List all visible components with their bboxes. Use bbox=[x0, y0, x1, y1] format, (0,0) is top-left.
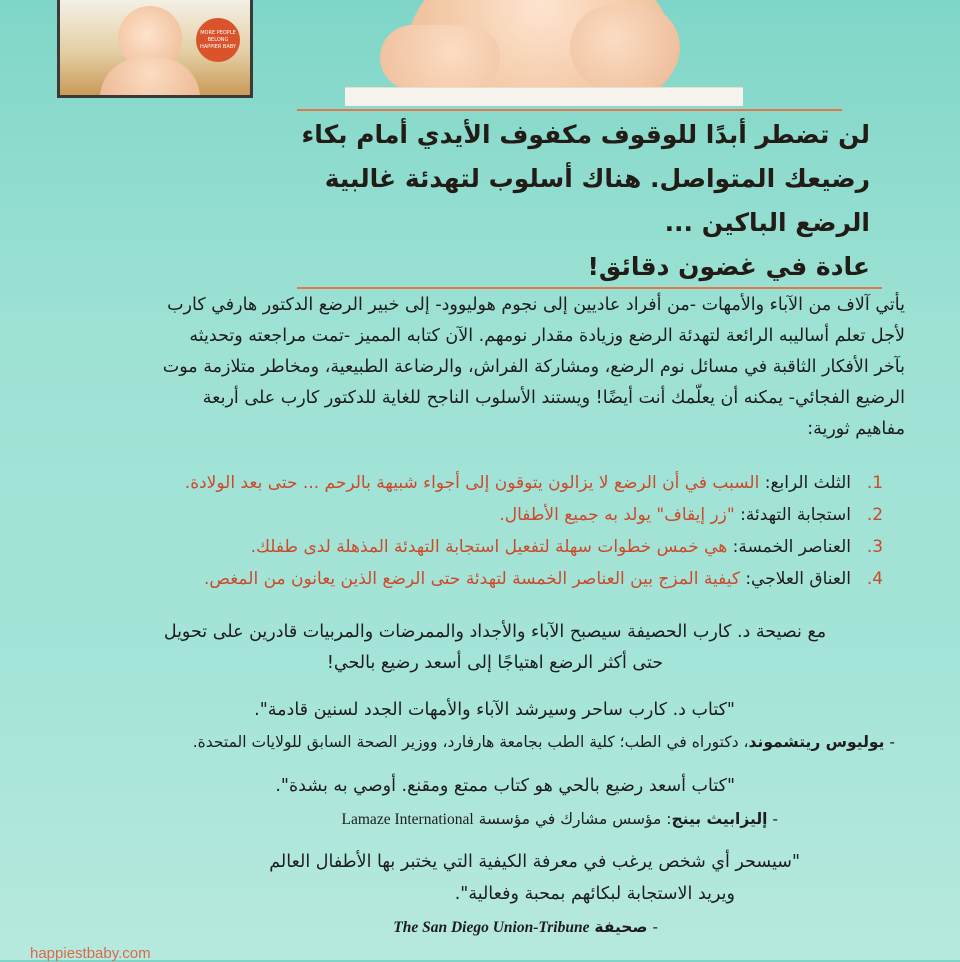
headline-top-rule bbox=[297, 109, 842, 111]
review-attribution bbox=[393, 918, 658, 937]
headline bbox=[240, 113, 870, 289]
headline-line: لن تضطر أبدًا للوقوف مكفوف الأيدي أمام بكاء bbox=[301, 120, 870, 149]
concept-text: السبب في أن الرضع لا يزالون يتوقون إلى أجواء شبيهة بالرحم ... حتى بعد الولادة. bbox=[184, 473, 765, 493]
baby-body-image bbox=[100, 58, 200, 98]
review-author: إليزابيث بينج bbox=[671, 810, 768, 828]
list-item bbox=[48, 537, 884, 569]
baby-right-arm bbox=[570, 5, 680, 90]
closing-line: مع نصيحة د. كارب الحصيفة سيصبح الآباء والأجداد والممرضات والمربيات قادرين على تحويل bbox=[163, 622, 827, 642]
concept-text: "زر إيقاف" يولد به جميع الأطفال. bbox=[499, 505, 741, 525]
concept-label: استجابة التهدئة: bbox=[740, 505, 851, 525]
book-cover-thumbnail bbox=[57, 0, 253, 98]
headline-line: عادة في غضون دقائق! bbox=[587, 252, 870, 281]
list-number: 2. bbox=[866, 505, 884, 525]
closing-line: حتى أكثر الرضع اهتياجًا إلى أسعد رضيع بالحي! bbox=[326, 653, 664, 673]
review-source-prefix: صحيفة bbox=[594, 918, 648, 936]
intro-line: يأتي آلاف من الآباء والأمهات -من أفراد عاديين إلى نجوم هوليوود- إلى خبير الرضع الدكتور هارفي كارب bbox=[167, 295, 905, 315]
baby-photo bbox=[345, 0, 743, 106]
list-number: 3. bbox=[866, 537, 884, 557]
review-credit: ، دكتوراه في الطب؛ كلية الطب بجامعة هارفارد، ووزير الصحة السابق للولايات المتحدة. bbox=[192, 733, 749, 751]
review-quote: "كتاب د. كارب ساحر وسيرشد الآباء والأمهات الجدد لسنين قادمة". bbox=[254, 700, 735, 720]
list-number: 1. bbox=[866, 473, 884, 493]
review-quote: "سيسحر أي شخص يرغب في معرفة الكيفية التي يختبر بها الأطفال العالم bbox=[269, 852, 800, 872]
baby-left-arm bbox=[380, 25, 500, 90]
list-item bbox=[48, 505, 884, 537]
list-item bbox=[48, 473, 884, 505]
review-credit: : مؤسس مشارك في مؤسسة bbox=[478, 810, 672, 828]
intro-paragraph bbox=[60, 290, 905, 445]
review-author: يوليوس ريتشموند bbox=[748, 733, 885, 751]
intro-line: لأجل تعلم أساليبه الرائعة لتهدئة الرضع وزيادة مقدار نومهم. الآن كتابه المميز -تمت مراجعته وتحديثه bbox=[189, 326, 905, 346]
list-number: 4. bbox=[866, 569, 884, 589]
headline-line: رضيعك المتواصل. هناك أسلوب لتهدئة غالبية bbox=[324, 164, 870, 193]
intro-line: بآخر الأفكار الثاقبة في مسائل نوم الرضع، ومشاركة الفراش، والرضاعة الطبيعية، ومخاطر متلازمة موت bbox=[162, 357, 905, 377]
concept-label: الثلث الرابع: bbox=[764, 473, 851, 493]
review-quote: ويريد الاستجابة لبكائهم بمحبة وفعالية". bbox=[454, 884, 735, 904]
attribution-dash: - bbox=[889, 733, 895, 751]
concept-text: كيفية المزج بين العناصر الخمسة لتهدئة حتى الرضع الذين يعانون من المغص. bbox=[204, 569, 746, 589]
concept-label: العناصر الخمسة: bbox=[732, 537, 851, 557]
closing-paragraph bbox=[80, 617, 910, 679]
headline-line: الرضع الباكين ... bbox=[664, 208, 870, 237]
concept-label: العناق العلاجي: bbox=[745, 569, 851, 589]
list-item bbox=[48, 569, 884, 601]
intro-line: مفاهيم ثورية: bbox=[807, 419, 905, 439]
review-quote: "كتاب أسعد رضيع بالحي هو كتاب ممتع ومقنع. أوصي به بشدة". bbox=[275, 776, 735, 796]
review-attribution bbox=[193, 733, 895, 751]
blanket bbox=[345, 87, 743, 106]
headline-bottom-rule bbox=[297, 287, 882, 289]
attribution-dash: - bbox=[652, 918, 658, 936]
website-link[interactable]: happiestbaby.com bbox=[30, 945, 151, 962]
concept-text: هي خمس خطوات سهلة لتفعيل استجابة التهدئة المذهلة لدى طفلك. bbox=[250, 537, 733, 557]
attribution-dash: - bbox=[772, 810, 778, 828]
concepts-list bbox=[48, 473, 884, 601]
review-source: The San Diego Union-Tribune bbox=[393, 919, 590, 936]
cover-badge: MORE PEOPLE BELONG HAPPIER BABY bbox=[196, 18, 240, 62]
review-attribution bbox=[342, 810, 778, 829]
intro-line: الرضيع الفجائي- يمكنه أن يعلّمك أنت أيضًا! ويستند الأسلوب الناجح للغاية للدكتور كارب على أربعة bbox=[202, 388, 905, 408]
review-organization: Lamaze International bbox=[341, 811, 474, 828]
